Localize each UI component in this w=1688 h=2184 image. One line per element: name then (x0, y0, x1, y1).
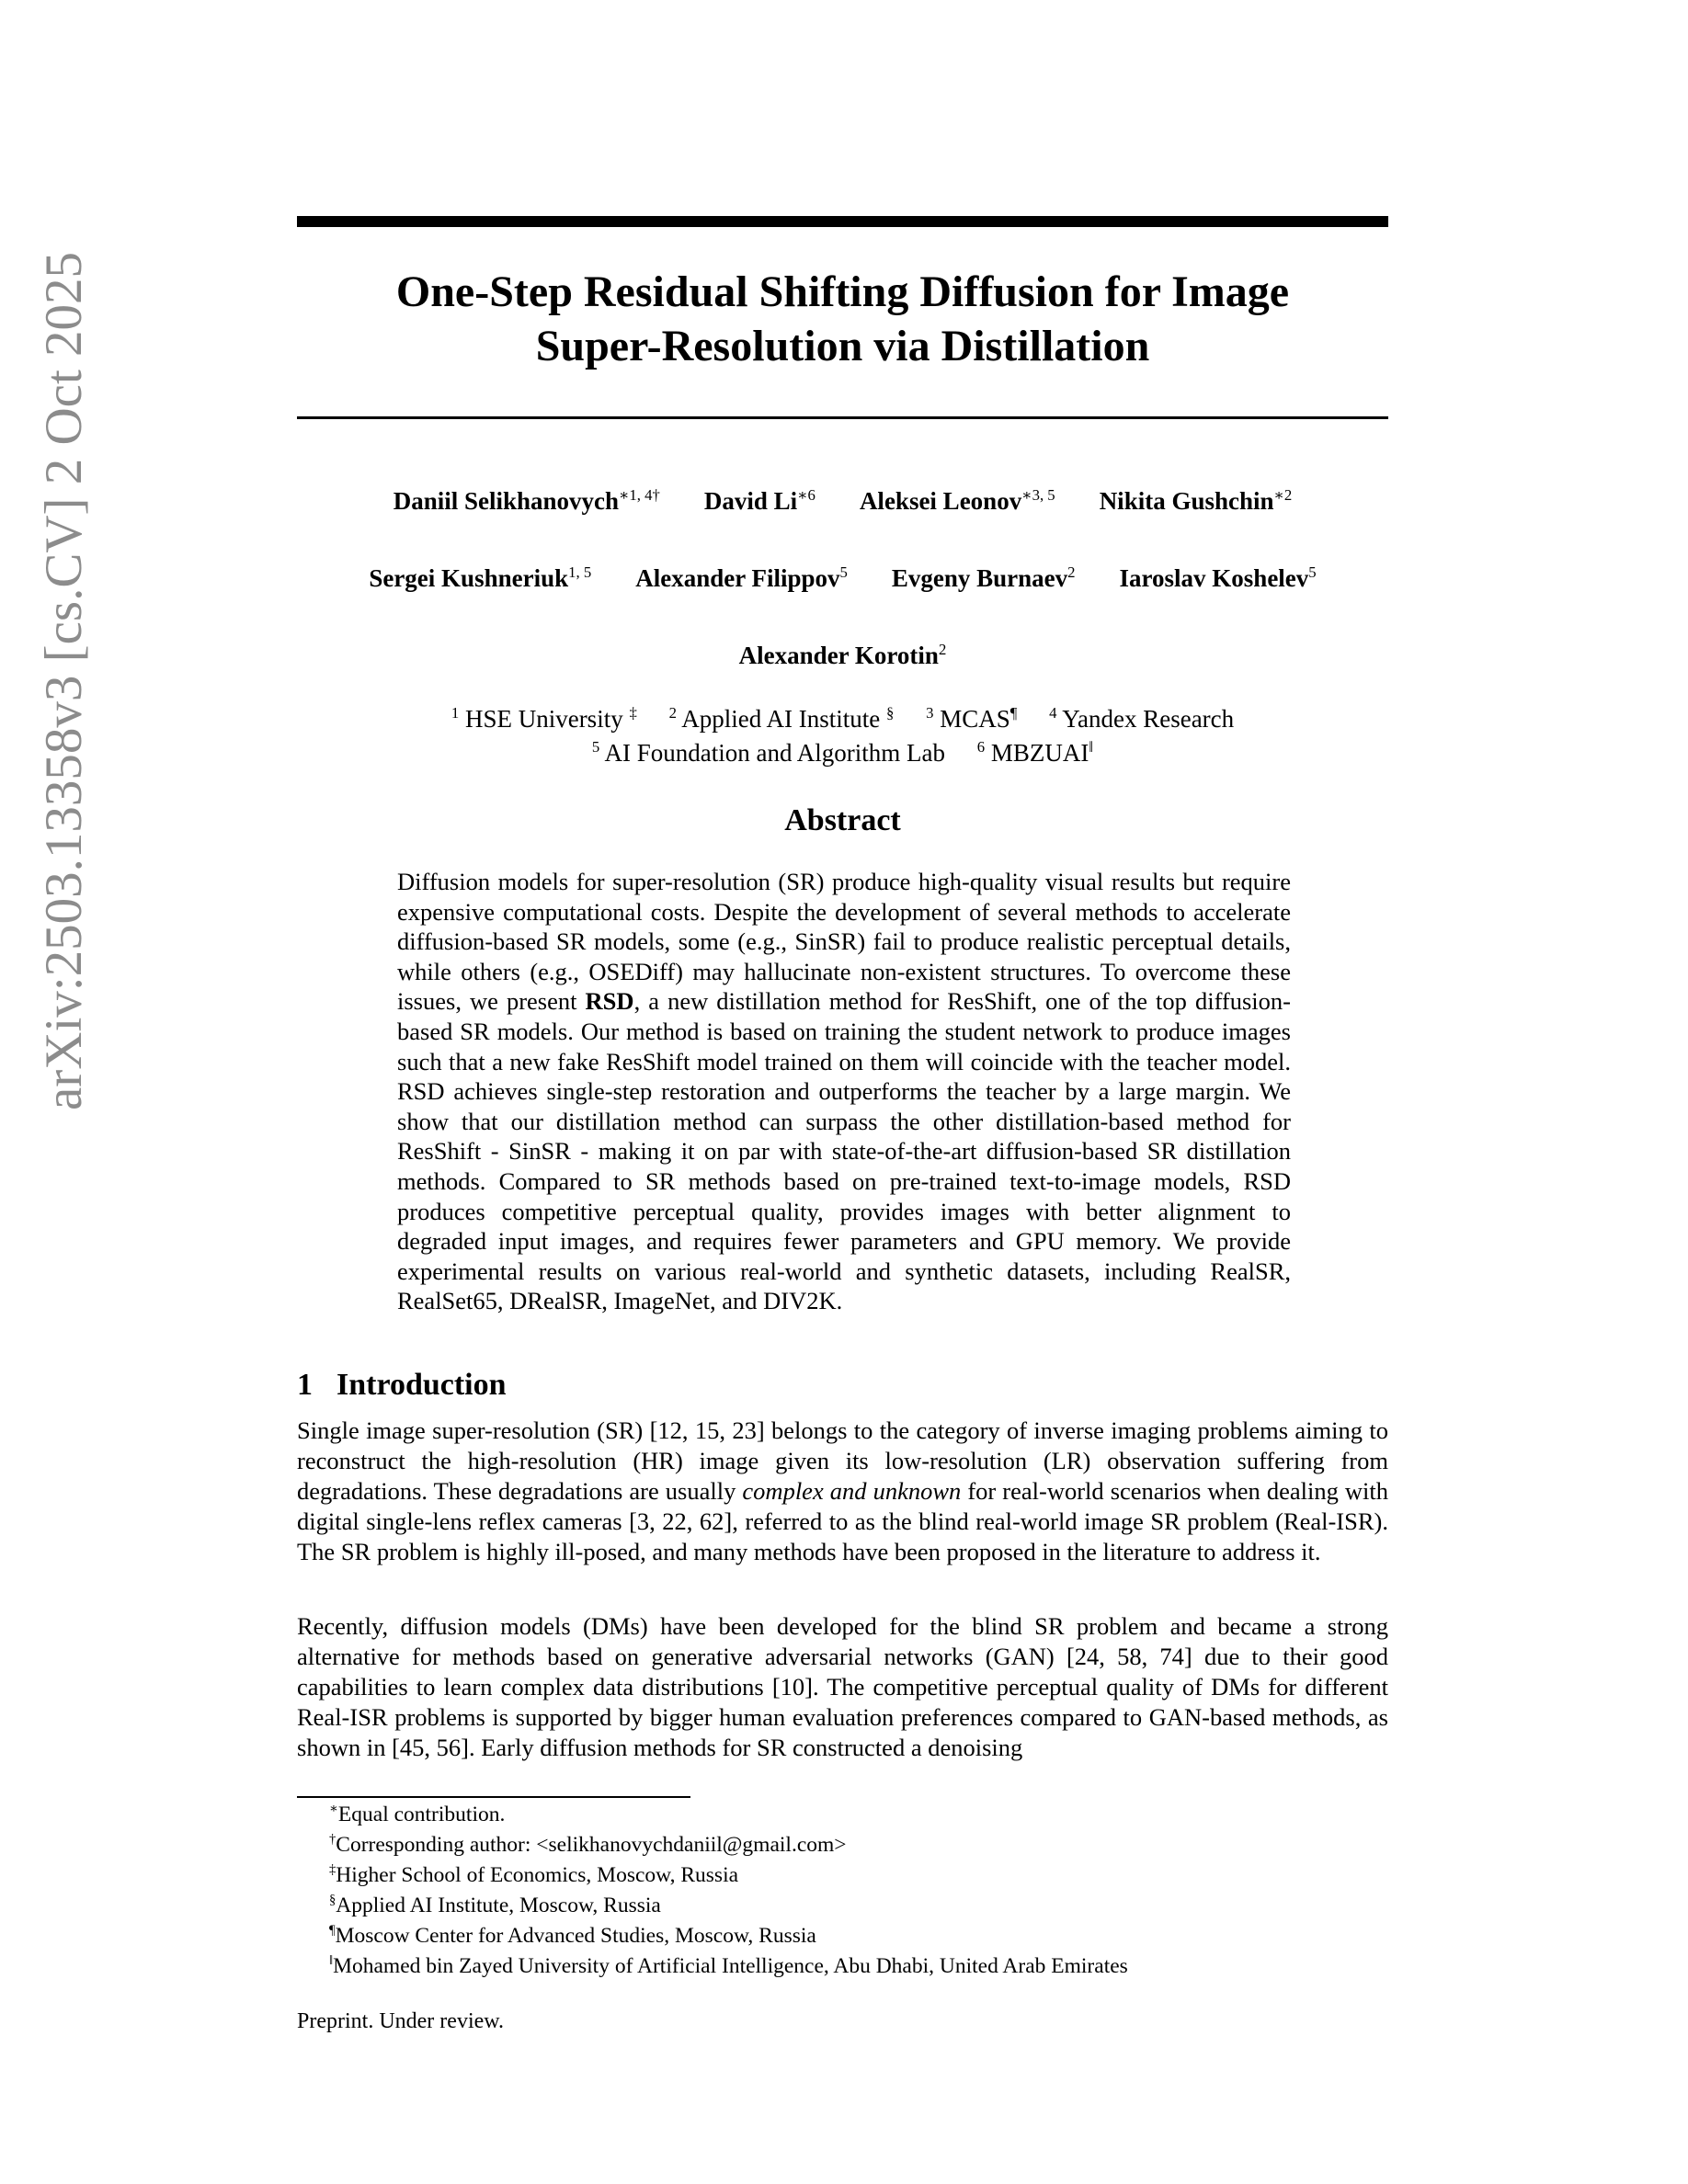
affiliations-line-2 (297, 739, 1388, 768)
abstract-heading: Abstract (784, 803, 901, 837)
affiliation: $^5$ AI Foundation and Algorithm Lab (591, 738, 946, 767)
title-line-1: One-Step Residual Shifting Diffusion for Image (395, 267, 1290, 316)
paper-title (297, 265, 1388, 373)
title-bottom-rule (297, 416, 1388, 419)
affiliation: $^6$ MBZUAI‖ (976, 738, 1094, 767)
author: Alexander Filippov$^5$ (635, 563, 848, 592)
footnote: ¶Moscow Center for Advanced Studies, Moscow, Russia (329, 1923, 816, 1948)
affiliation: $^4$ Yandex Research (1049, 704, 1235, 733)
footnotes (329, 1800, 1386, 1982)
title-top-rule (297, 216, 1388, 227)
author: Aleksei Leonov$^{∗3, 5}$ (859, 486, 1055, 515)
arxiv-stamp: arXiv:2503.13358v3 [cs.CV] 2 Oct 2025 (35, 251, 93, 1110)
abstract-text: Diffusion models for super-resolution (SR) produce high-quality visual results but require expensive computational costs. Despite the development of several methods to accelerate diffusion-based SR models, some (e.g., SinSR) fail to produce realistic perceptual details, while others (e.g., OSEDiff) may hallucinate non-existent structures. To overcome these issues, we present RSD, a new distillation method for ResShift, one of the top diffusion-based SR models. Our method is based on training the student network to produce images such that a new fake ResShift model trained on them will coincide with the teacher model. RSD achieves single-step restoration and outperforms the teacher by a large margin. We show that our distillation method can surpass the other distillation-based method for ResShift - SinSR - making it on par with state-of-the-art diffusion-based SR distillation methods. Compared to SR methods based on pre-trained text-to-image models, RSD produces competitive perceptual quality, provides images with better alignment to degraded input images, and requires fewer parameters and GPU memory. We provide experimental results on various real-world and synthetic datasets, including RealSR, RealSet65, DRealSR, ImageNet, and DIV2K. (397, 868, 1291, 1315)
author: Sergei Kushneriuk$^{1, 5}$ (369, 563, 592, 592)
method-name: RSD (585, 987, 634, 1016)
affiliation: $^3$ MCAS¶ (926, 704, 1018, 733)
author: Iaroslav Koshelev$^5$ (1119, 563, 1317, 592)
footnote: ∗Equal contribution. (329, 1802, 506, 1826)
section-heading: 1 Introduction (297, 1368, 507, 1402)
title-line-2: Super-Resolution via Distillation (535, 322, 1150, 370)
author: Daniil Selikhanovych$^{∗1, 4\dagger}$ (393, 486, 660, 515)
author-row-3 (297, 642, 1388, 670)
footnote: ‖Mohamed bin Zayed University of Artificial Intelligence, Abu Dhabi, United Arab Emirates (329, 1953, 1128, 1978)
preprint-note: Preprint. Under review. (297, 2009, 505, 2033)
author: David $Li^{∗6}$ (703, 486, 815, 515)
affiliations-line-1 (297, 705, 1388, 734)
author: Alexander Korotin$^2$ (738, 641, 947, 669)
footnote: ‡Higher School of Economics, Moscow, Russia (329, 1862, 739, 1887)
author: Nikita Gushchin$^{∗2}$ (1099, 486, 1293, 515)
author-row-2 (297, 564, 1388, 593)
intro-paragraph-2: Recently, diffusion models (DMs) have been developed for the blind SR problem and became a strong alternative for methods based on generative adversarial networks (GAN) [24, 58, 74] due to their good capabilities to learn complex data distributions [10]. The competitive perceptual quality of DMs for different Real-ISR problems is supported by bigger human evaluation preferences compared to GAN-based methods, as shown in [45, 56]. Early diffusion methods for SR constructed a denoising (297, 1612, 1388, 1761)
footnote-rule (297, 1796, 690, 1798)
intro-paragraph-1: Single image super-resolution (SR) [12, 15, 23] belongs to the category of inverse imaging problems aiming to reconstruct the high-resolution (HR) image given its low-resolution (LR) observation suffering from degradations. These degradations are usually complex and unknown for real-world scenarios when dealing with digital single-lens reflex cameras [3, 22, 62], referred to as the blind real-world image SR problem (Real-ISR). The SR problem is highly ill-posed, and many methods have been proposed in the literature to address it. (297, 1416, 1388, 1565)
author-row-1 (297, 487, 1388, 516)
author: Evgeny Burnaev$^2$ (891, 563, 1076, 592)
footnote: †Corresponding author: <selikhanovychdaniil@gmail.com> (329, 1832, 847, 1857)
footnote: §Applied AI Institute, Moscow, Russia (329, 1893, 661, 1917)
affiliation: $^2$ Applied AI Institute § (668, 704, 895, 733)
affiliation: $^1$ HSE University ‡ (451, 704, 637, 733)
